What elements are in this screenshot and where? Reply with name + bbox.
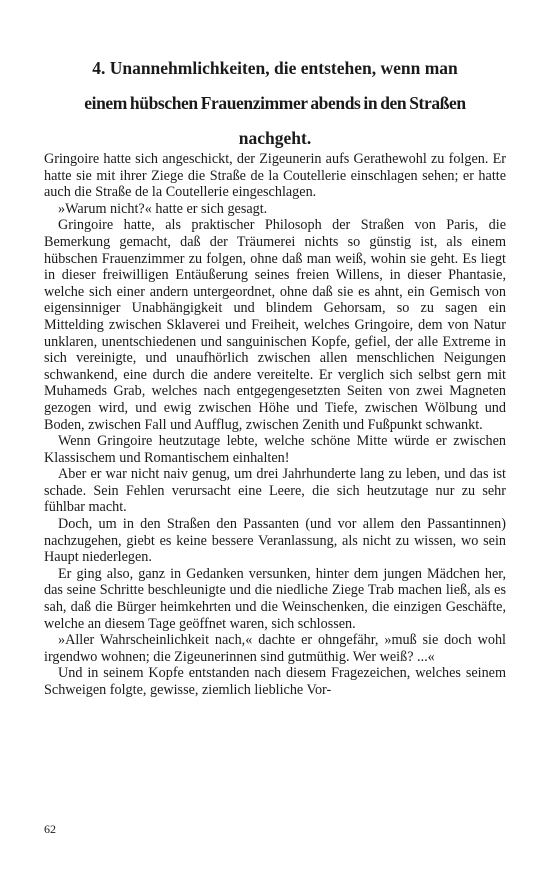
paragraph-7: Er ging also, ganz in Gedanken versunken, hinter dem jungen Mädchen her, das seine Schritte beschleunigte und die niedliche Ziege Trab machen ließ, als es sah, daß die Bürger heimkehrten und die Weinschenken, die einzigen Geschäfte, welche an diesem Tage geöffnet waren, sich schlossen. (44, 565, 506, 632)
paragraph-3: Gringoire hatte, als praktischer Philosoph der Straßen von Paris, die Bemerkung gemacht, daß der Träumerei nichts so günstig ist, als einem hübschen Frauenzimmer zu folgen, ohne daß man weiß, wohin sie geht. Es liegt in dieser freiwilligen Entäußerung seines freien Willens, in dieser Phantasie, welche sich einer andern untergeordnet, ohne daß sie es ahnt, ein Gemisch von eigensinniger Unabhängigkeit und blindem Gehorsam, so zu sagen ein Mittelding zwischen Sklaverei und Freiheit, welches Gringoire, dem von Natur unklaren, unentschiedenen und sanguinischen Kopfe, gefiel, der alle Extreme in sich vereinigte, und unaufhörlich zwischen allen menschlichen Neigungen schwankend, eine durch die andere vereitelte. Er verglich sich selbst gern mit Muhameds Grab, welches nach entgegengesetzten Seiten von zwei Magneten gezogen wird, und ewig zwischen Höhe und Tiefe, zwischen Wölbung und Boden, zwischen Fall und Aufflug, zwischen Zenith und Fußpunkt schwankt. (44, 217, 506, 433)
paragraph-4: Wenn Gringoire heutzutage lebte, welche schöne Mitte würde er zwischen Klassischem und Romantischem einhalten! (44, 433, 506, 466)
chapter-heading-line-2: einem hübschen Frauenzimmer abends in den Straßen (84, 93, 466, 113)
paragraph-5: Aber er war nicht naiv genug, um drei Jahrhunderte lang zu leben, und das ist schade. Sein Fehlen verursacht eine Leere, die sich heutzutage nur zu sehr fühlbar macht. (44, 466, 506, 516)
paragraph-6: Doch, um in den Straßen den Passanten (und vor allem den Passantinnen) nachzugehen, giebt es keine bessere Veranlassung, als nicht zu wissen, wo sein Haupt niederlegen. (44, 516, 506, 566)
paragraph-1: Gringoire hatte sich angeschickt, der Zigeunerin aufs Gerathewohl zu folgen. Er hatte sie mit ihrer Ziege die Straße de la Coutellerie einschlagen sehen; er hatte auch die Straße de la Coutellerie eingeschlagen. (44, 151, 506, 201)
page-number: 62 (44, 822, 56, 836)
paragraph-8: »Aller Wahrscheinlichkeit nach,« dachte er ohngefähr, »muß sie doch wohl irgendwo wohnen; die Zigeunerinnen sind gutmüthig. Wer weiß? ...« (44, 632, 506, 665)
chapter-heading-line-3: nachgeht. (238, 128, 312, 148)
paragraph-9: Und in seinem Kopfe entstanden nach diesem Fragezeichen, welches seinem Schweigen folgte, gewisse, ziemlich liebliche Vor- (44, 665, 506, 698)
chapter-heading-line-1: 4. Unannehmlichkeiten, die entstehen, wenn man (92, 58, 458, 78)
body-text (44, 151, 506, 699)
paragraph-2: »Warum nicht?« hatte er sich gesagt. (58, 200, 268, 217)
chapter-heading (44, 52, 506, 155)
